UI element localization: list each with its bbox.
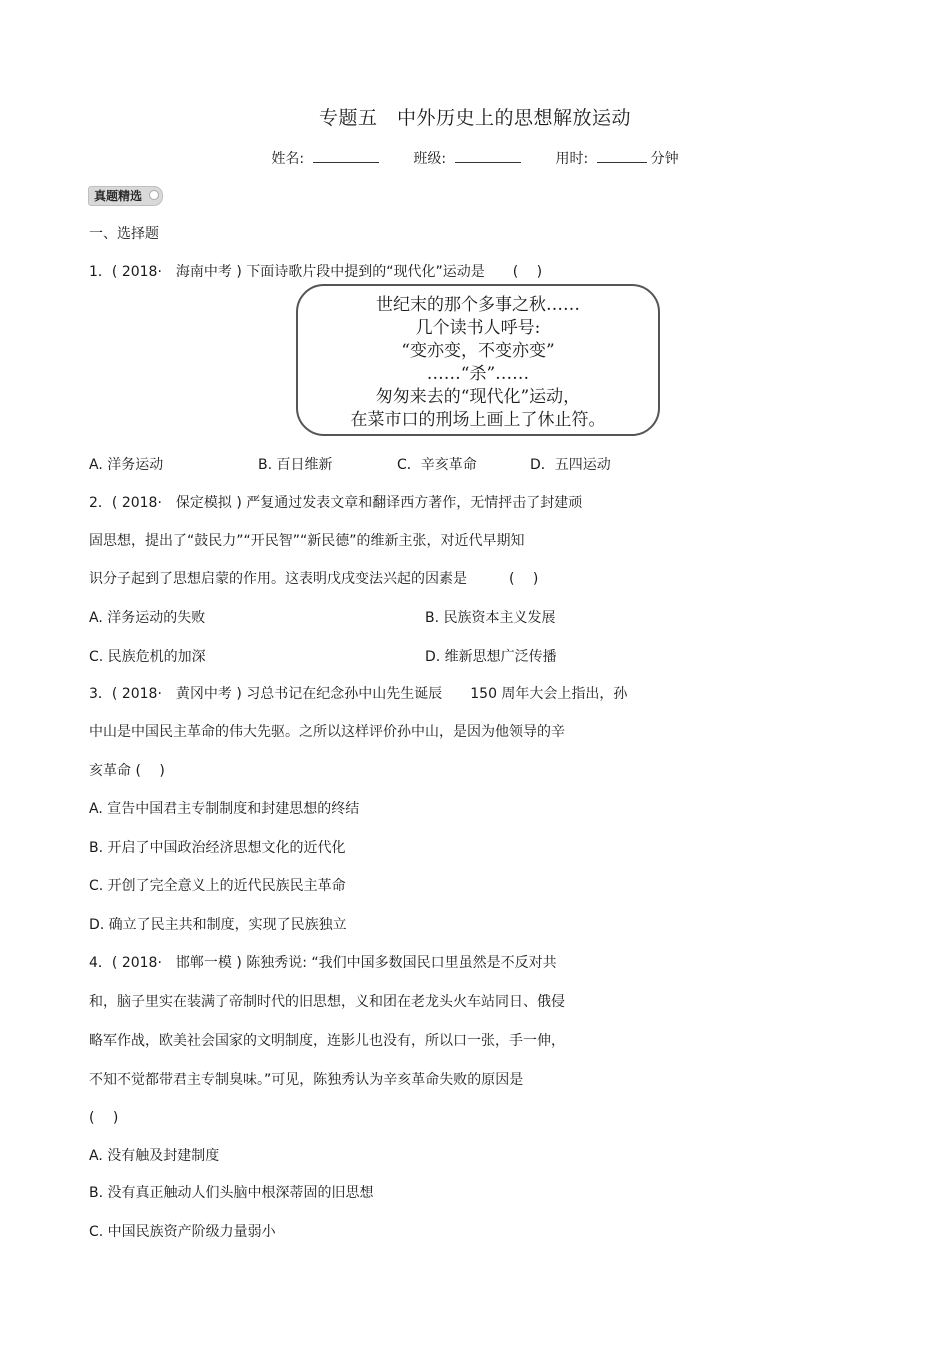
question-4-option-c[interactable]: C. 中国民族资产阶级力量弱小: [89, 1224, 276, 1240]
question-3-option-a[interactable]: A. 宣告中国君主专制制度和封建思想的终结: [89, 801, 360, 817]
student-info-line: [0, 148, 950, 168]
question-4-option-b[interactable]: B. 没有真正触动人们头脑中根深蒂固的旧思想: [89, 1185, 374, 1201]
section-badge: [88, 186, 163, 206]
class-label: 班级:: [413, 151, 447, 167]
question-4-stem-line: 和，脑子里实在装满了帝制时代的旧思想，义和团在老龙头火车站同日、俄侵: [89, 994, 565, 1010]
question-2-option-c[interactable]: C. 民族危机的加深: [89, 649, 206, 665]
time-blank[interactable]: [597, 150, 647, 163]
poem-line: 世纪末的那个多事之秋……: [376, 295, 580, 315]
section-heading: 一、选择题: [89, 226, 159, 242]
question-2-option-a[interactable]: A. 洋务运动的失败: [89, 610, 206, 626]
question-1-option-a[interactable]: A. 洋务运动: [89, 457, 164, 473]
poem-line: 在菜市口的刑场上画上了休止符。: [350, 410, 606, 430]
question-2-stem-line: 2．( 2018· 保定模拟 ) 严复通过发表文章和翻译西方著作，无情抨击了封建顽: [89, 495, 583, 511]
question-4-stem-line: 4．( 2018· 邯郸一模 ) 陈独秀说: “我们中国多数国民口里虽然是不反对共: [89, 955, 557, 971]
question-3-stem-line: 中山是中国民主革命的伟大先驱。之所以这样评价孙中山，是因为他领导的辛: [89, 724, 565, 740]
question-2-option-d[interactable]: D. 维新思想广泛传播: [425, 649, 557, 665]
name-blank[interactable]: [313, 150, 379, 163]
question-3-option-c[interactable]: C. 开创了完全意义上的近代民族民主革命: [89, 878, 346, 894]
question-1-option-c[interactable]: C．辛亥革命: [397, 457, 477, 473]
time-unit: 分钟: [650, 151, 679, 167]
question-1-option-b[interactable]: B. 百日维新: [258, 457, 333, 473]
question-2-stem-line: 识分子起到了思想启蒙的作用。这表明戊戌变法兴起的因素是 ( ): [89, 571, 539, 587]
question-3-option-b[interactable]: B. 开启了中国政治经济思想文化的近代化: [89, 840, 346, 856]
question-1-stem: 1．( 2018· 海南中考 ) 下面诗歌片段中提到的“现代化”运动是 ( ): [89, 264, 543, 280]
poem-box: [296, 284, 660, 436]
question-2-stem-line: 固思想，提出了“鼓民力”“开民智”“新民德”的维新主张，对近代早期知: [89, 533, 525, 549]
page-title: 专题五 中外历史上的思想解放运动: [318, 107, 631, 129]
question-3-stem-line: 亥革命 ( ): [89, 763, 165, 779]
question-3-stem-line: 3．( 2018· 黄冈中考 ) 习总书记在纪念孙中山先生诞辰 150 周年大会上指出，孙: [89, 686, 628, 702]
poem-line: ……“杀”……: [426, 364, 530, 384]
question-4-stem-line: 略军作战，欧美社会国家的文明制度，连影儿也没有，所以口一张，手一伸，: [89, 1033, 565, 1049]
section-badge-label: 真题精选: [94, 189, 143, 203]
badge-dot-icon: [149, 190, 159, 200]
question-3-option-d[interactable]: D. 确立了民主共和制度，实现了民族独立: [89, 917, 347, 933]
poem-line: 几个读书人呼号:: [415, 318, 541, 338]
poem-line: “变亦变，不变亦变”: [401, 341, 555, 361]
question-2-option-b[interactable]: B. 民族资本主义发展: [425, 610, 556, 626]
name-label: 姓名:: [271, 151, 305, 167]
question-4-stem-line: 不知不觉都带君主专制臭味。”可见，陈独秀认为辛亥革命失败的原因是: [89, 1072, 524, 1088]
class-blank[interactable]: [455, 150, 521, 163]
question-4-stem-line: ( ): [89, 1110, 119, 1126]
poem-line: 匆匆来去的“现代化”运动，: [375, 387, 581, 407]
time-label: 用时:: [555, 151, 589, 167]
question-4-option-a[interactable]: A. 没有触及封建制度: [89, 1148, 220, 1164]
question-1-option-d[interactable]: D．五四运动: [530, 457, 611, 473]
